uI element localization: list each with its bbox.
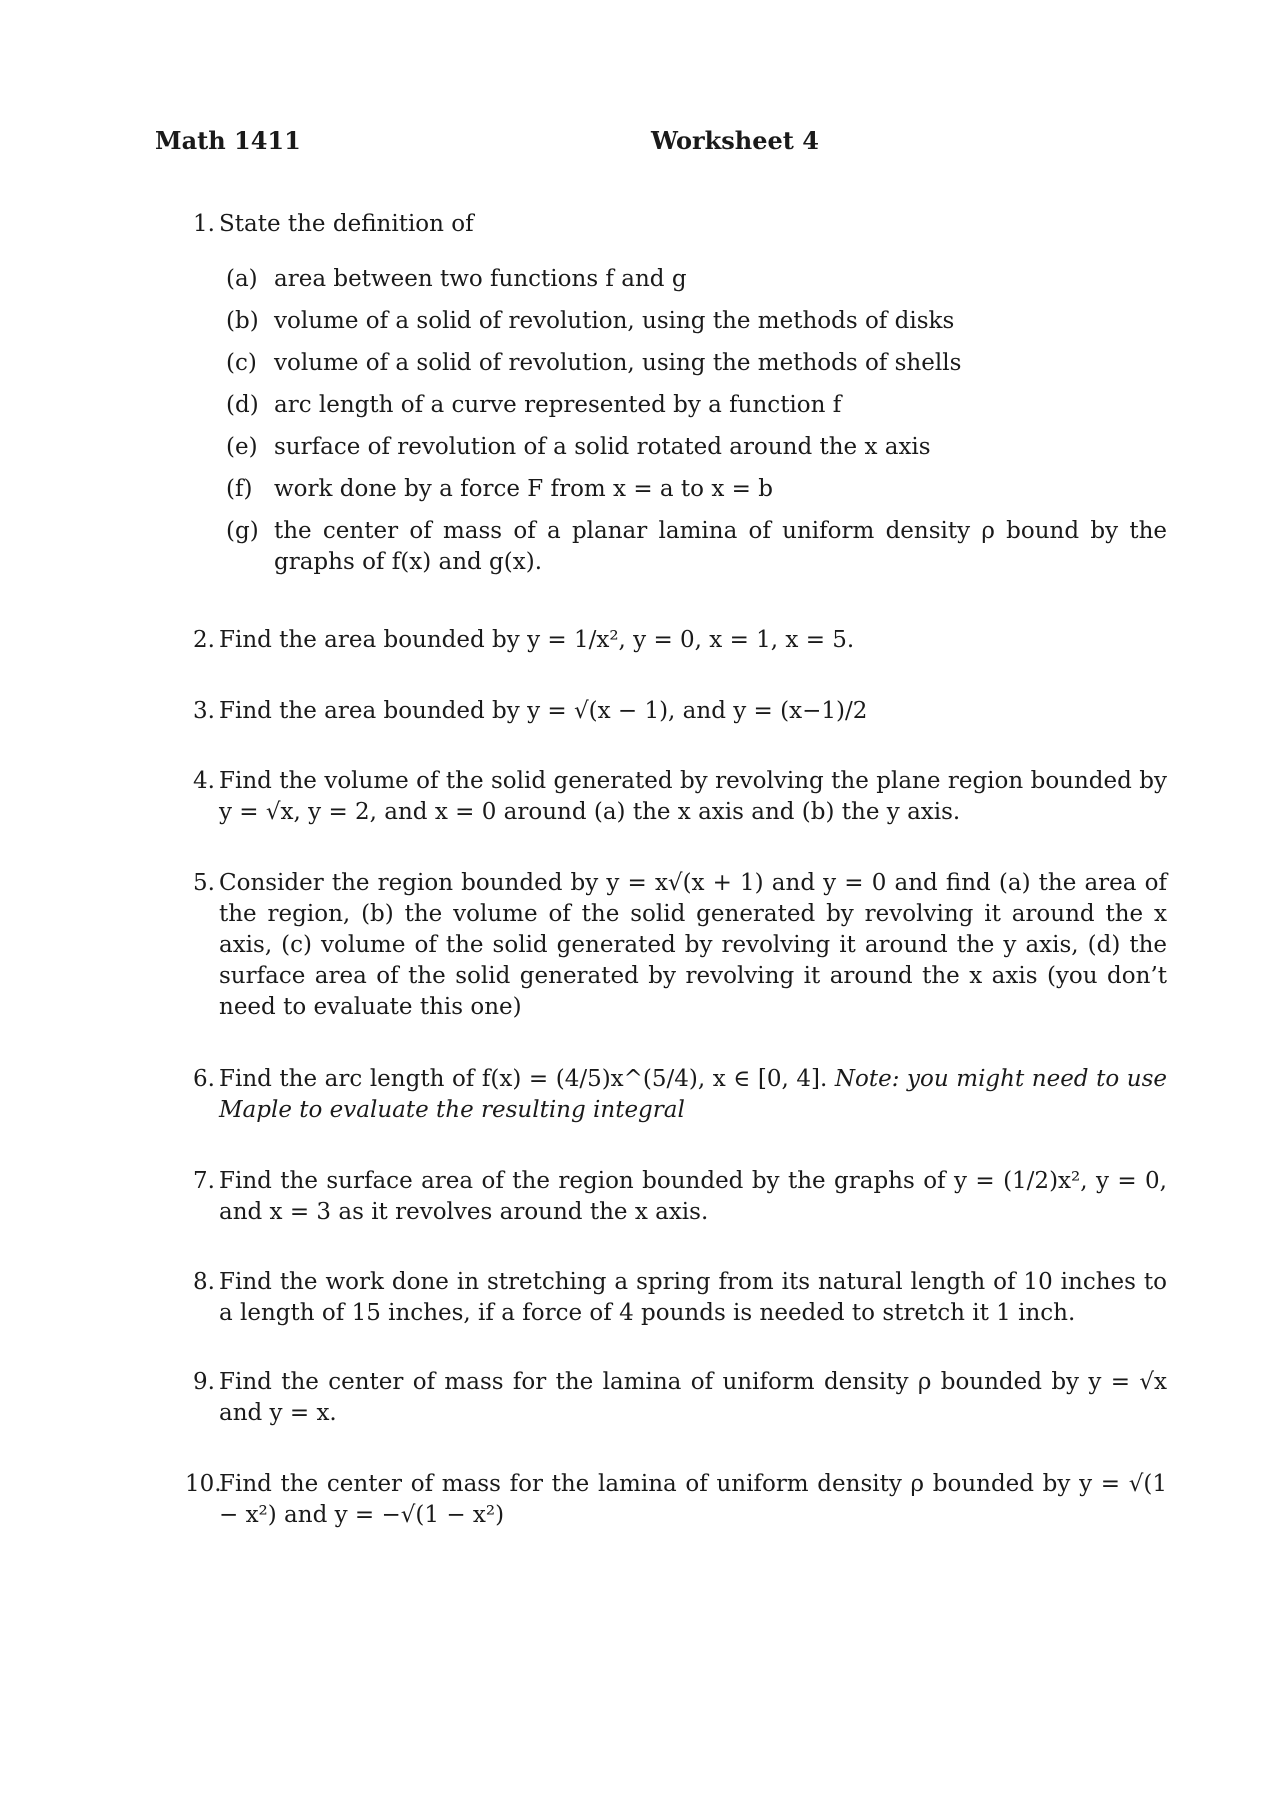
- problem-1-part-f: [226, 474, 1167, 505]
- part-text: surface of revolution of a solid rotated around the x axis: [274, 434, 931, 460]
- part-text: work done by a force F from x = a to x = b: [274, 476, 773, 502]
- part-text: volume of a solid of revolution, using the methods of shells: [274, 350, 962, 376]
- problem-text: Consider the region bounded by y = x√(x + 1) and y = 0 and find (a) the area of the region, (b) the volume of the solid generated by revolving it around the x axis, (c) volume of the solid generated by revolving it around the y axis, (d) the surface area of the solid generated by revolving it around the x axis (you don’t need to evaluate this one): [219, 870, 1167, 1020]
- problem-number: 3.: [193, 698, 215, 724]
- problem-1-part-e: [226, 432, 1167, 463]
- problem-note: Note: you might need to use Maple to evaluate the resulting integral: [219, 1066, 1167, 1123]
- problem-text: State the definition of: [219, 211, 474, 237]
- part-label: (a): [226, 266, 258, 292]
- problem-10: [185, 1469, 1167, 1531]
- problem-number: 6.: [193, 1066, 215, 1092]
- part-text: area between two functions f and g: [274, 266, 687, 292]
- problem-number: 2.: [193, 627, 215, 653]
- problem-number: 8.: [193, 1269, 215, 1295]
- part-label: (b): [226, 308, 259, 334]
- part-label: (e): [226, 434, 258, 460]
- part-label: (c): [226, 350, 257, 376]
- problem-text: Find the area bounded by y = 1/x², y = 0, x = 1, x = 5.: [219, 627, 855, 653]
- problem-text: Find the area bounded by y = √(x − 1), and y = (x−1)/2: [219, 698, 868, 724]
- problem-number: 4.: [193, 768, 215, 794]
- part-text: arc length of a curve represented by a function f: [274, 392, 842, 418]
- part-label: (d): [226, 392, 259, 418]
- problem-1-part-g: [226, 516, 1167, 578]
- problem-text: Find the volume of the solid generated by revolving the plane region bounded by y = √x, y = 2, and x = 0 around (a) the x axis and (b) the y axis.: [219, 768, 1167, 825]
- part-label: (g): [226, 518, 259, 544]
- part-label: (f): [226, 476, 253, 502]
- problem-3: [185, 696, 1167, 727]
- problem-6: [185, 1064, 1167, 1126]
- problem-4: [185, 766, 1167, 828]
- problem-5: [185, 868, 1167, 1023]
- problem-number: 7.: [193, 1168, 215, 1194]
- problem-text: Find the work done in stretching a spring from its natural length of 10 inches to a length of 15 inches, if a force of 4 pounds is needed to stretch it 1 inch.: [219, 1269, 1167, 1326]
- problem-text: [219, 1064, 1167, 1126]
- part-text: volume of a solid of revolution, using the methods of disks: [274, 308, 955, 334]
- problem-text: Find the center of mass for the lamina of uniform density ρ bounded by y = √(1 − x²) and y = −√(1 − x²): [219, 1471, 1167, 1528]
- problem-9: [185, 1367, 1167, 1429]
- problem-number: 9.: [193, 1369, 215, 1395]
- problem-statement: Find the arc length of f(x) = (4/5)x^(5/4), x ∈ [0, 4].: [219, 1066, 828, 1092]
- problem-1-part-d: [226, 390, 1167, 421]
- problem-1-part-a: [226, 264, 1167, 295]
- course-title: Math 1411: [155, 126, 301, 155]
- problem-2: [185, 625, 1167, 656]
- problem-1: [185, 209, 1167, 240]
- problem-number: 5.: [193, 870, 215, 896]
- problem-1-part-c: [226, 348, 1167, 379]
- problem-7: [185, 1166, 1167, 1228]
- worksheet-title: Worksheet 4: [651, 126, 819, 155]
- problem-8: [185, 1267, 1167, 1329]
- problem-text: Find the center of mass for the lamina of uniform density ρ bounded by y = √x and y = x.: [219, 1369, 1167, 1426]
- problem-text: Find the surface area of the region bounded by the graphs of y = (1/2)x², y = 0, and x = 3 as it revolves around the x axis.: [219, 1168, 1167, 1225]
- problem-number: 1.: [193, 211, 215, 237]
- part-text: the center of mass of a planar lamina of uniform density ρ bound by the graphs of f(x) and g(x).: [274, 518, 1167, 575]
- problem-number: 10.: [185, 1471, 222, 1497]
- problem-1-part-b: [226, 306, 1167, 337]
